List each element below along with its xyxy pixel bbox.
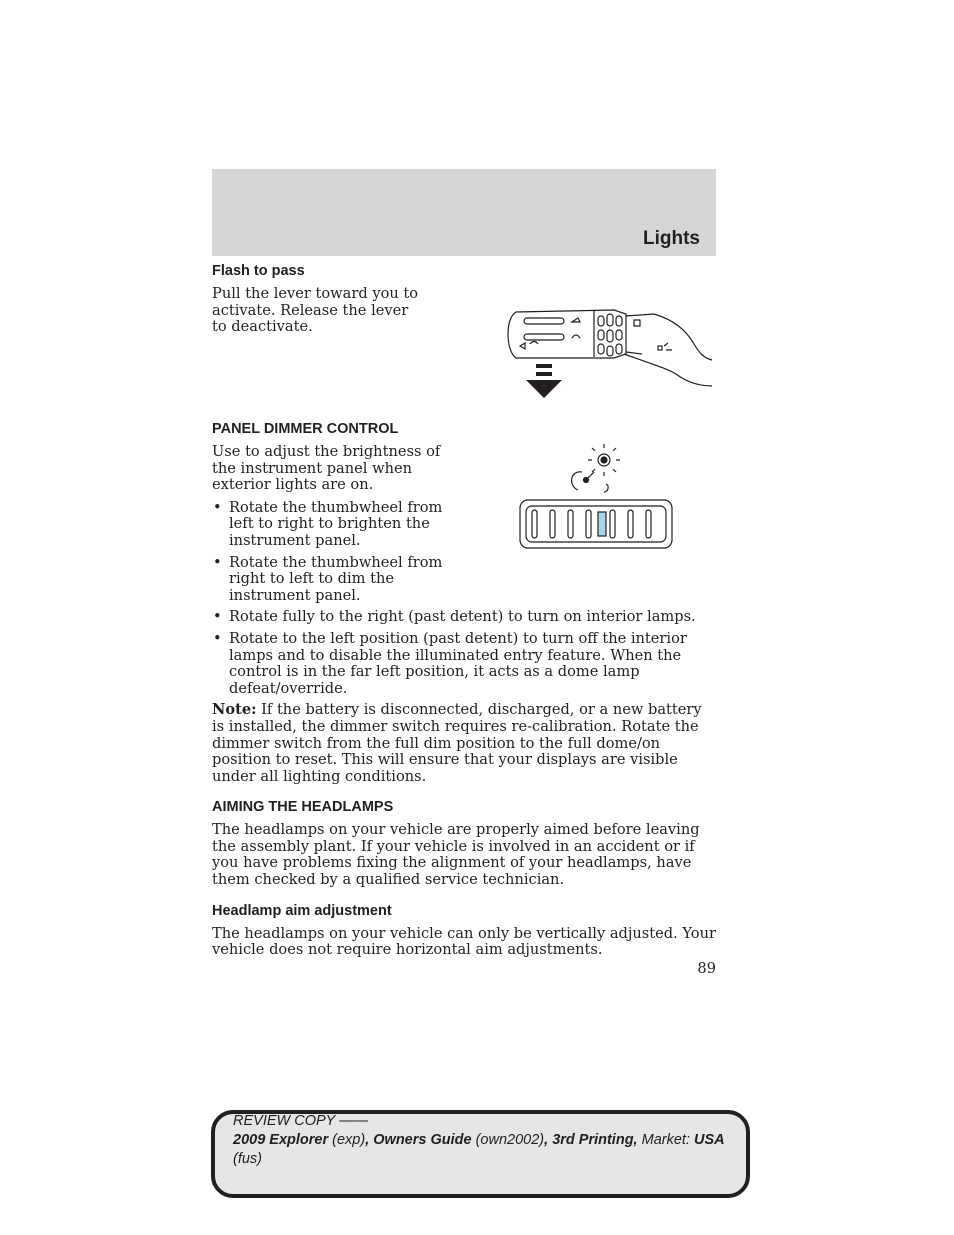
flash-to-pass-heading: Flash to pass <box>212 263 305 279</box>
aiming-headlamps-heading: AIMING THE HEADLAMPS <box>212 799 394 816</box>
page-content <box>212 262 716 959</box>
gauge-icon <box>572 472 582 490</box>
aim-adjustment-body: The headlamps on your vehicle can only be vertically adjusted. Your vehicle does not require horizontal aim adjustments. <box>212 924 716 959</box>
footer-line-1: REVIEW COPY —— <box>233 1113 369 1129</box>
footer-line-2: 2009 Explorer (exp), Owners Guide (own2002), 3rd Printing, Market: USA <box>233 1132 725 1148</box>
thumbwheel-indicator <box>598 512 606 536</box>
page-number: 89 <box>697 960 716 977</box>
section-title: Lights <box>643 228 700 249</box>
note-label: Note: <box>212 701 257 719</box>
panel-dimmer-intro: Use to adjust the brightness of the instrument panel when exterior lights are on. <box>212 443 441 494</box>
list-item: • Rotate the thumbwheel from left to right to brighten the instrument panel. <box>213 498 443 549</box>
note-text: If the battery is disconnected, discharged, or a new battery is installed, the dimmer switch requires re-calibration. Rotate the dimmer switch from the full dim position to the full dome/on position to reset. This will ensure that your displays are visible under all lighting conditions. <box>212 701 702 785</box>
list-item: • Rotate fully to the right (past detent) to turn on interior lamps. <box>213 608 696 626</box>
panel-dimmer-heading: PANEL DIMMER CONTROL <box>212 421 399 437</box>
aiming-headlamps-body: The headlamps on your vehicle are properly aimed before leaving the assembly plant. If your vehicle is involved in an accident or if you have problems fixing the alignment of your headlamps, have them checked by a qualified service technician. <box>212 821 700 889</box>
list-item: • Rotate the thumbwheel from right to left to dim the instrument panel. <box>213 553 443 604</box>
battery-note <box>212 702 716 785</box>
panel-dimmer-thumbwheel-illustration <box>518 442 676 554</box>
aim-adjustment-heading: Headlamp aim adjustment <box>212 902 392 919</box>
flash-to-pass-section <box>212 262 716 420</box>
review-copy-footer <box>211 1110 750 1198</box>
aiming-headlamps-section <box>212 798 716 888</box>
section-header-band <box>212 169 716 256</box>
turn-signal-lever-illustration <box>506 302 716 402</box>
footer-text <box>233 1112 732 1169</box>
panel-dimmer-section <box>212 420 716 785</box>
footer-line-3: (fus) <box>233 1151 262 1167</box>
flash-to-pass-body: Pull the lever toward you to activate. Release the lever to deactivate. <box>212 285 419 336</box>
list-item: • Rotate to the left position (past detent) to turn off the interior lamps and to disable the illuminated entry feature. When the control is in the far left position, it acts as a dome lamp defeat/override. <box>213 629 687 697</box>
aim-adjustment-section <box>212 902 716 959</box>
